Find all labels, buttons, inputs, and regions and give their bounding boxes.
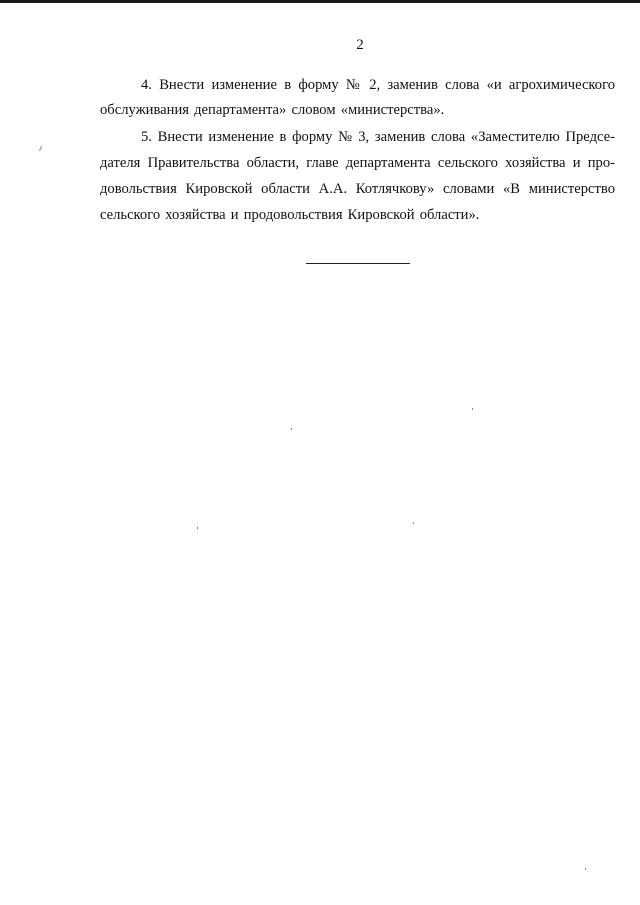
scan-speck: [472, 408, 473, 410]
paragraph-4-line-1: 4. Внести изменение в форму № 2, заменив слова «и агрохимического: [141, 77, 615, 93]
scan-speck: [39, 146, 42, 151]
scan-speck: [291, 428, 292, 430]
paragraph-5-line-3: довольствия Кировской области А.А. Котлячкову» словами «В министерство: [100, 181, 615, 197]
scan-speck: [585, 868, 586, 870]
paragraph-5-line-2: дателя Правительства области, главе департамента сельского хозяйства и про-: [100, 155, 615, 171]
top-border-line: [0, 0, 640, 3]
end-of-document-rule: [306, 263, 410, 264]
paragraph-5-line-1: 5. Внести изменение в форму № 3, заменив слова «Заместителю Предсе-: [141, 129, 615, 145]
paragraph-5-line-4: сельского хозяйства и продовольствия Кировской области».: [100, 207, 480, 223]
scan-speck: [197, 527, 198, 529]
scan-speck: [413, 522, 414, 524]
page-number: 2: [356, 37, 364, 53]
paragraph-4-line-2: обслуживания департамента» словом «министерства».: [100, 102, 445, 118]
